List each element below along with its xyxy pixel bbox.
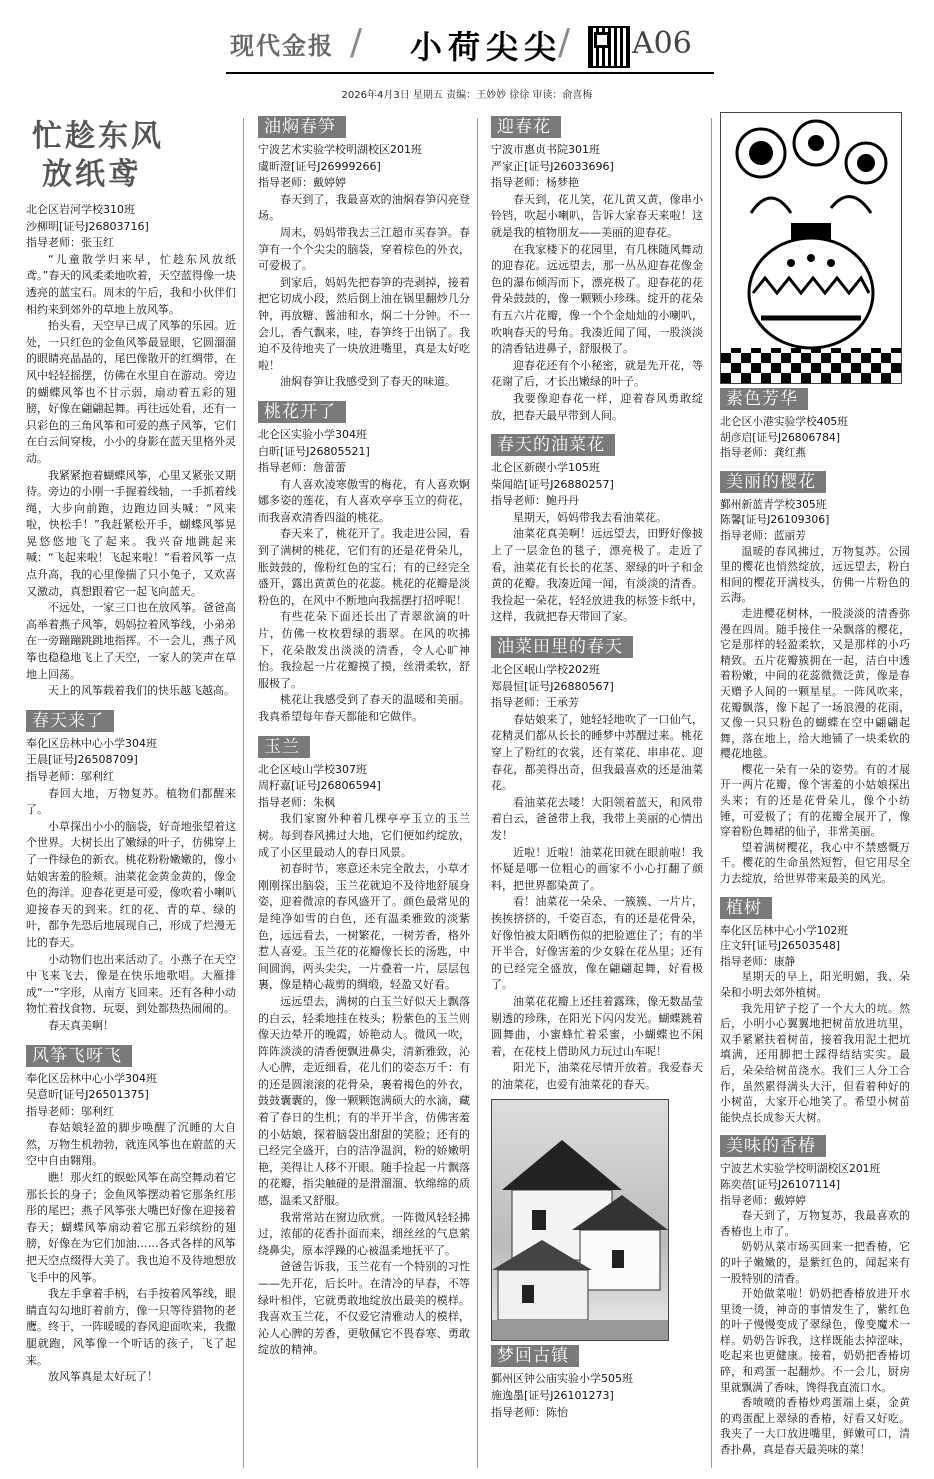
article-title: 植树 (720, 897, 772, 919)
author: 庄文轩[证号J26503548] (720, 939, 841, 953)
paragraph: 春姑娘轻盈的脚步唤醒了沉睡的大自然，万物生机勃勃，就连风筝也在蔚蓝的天空中自由翱翔。 (26, 1121, 236, 1168)
school: 鄞州区钟公庙实验小学505班 (491, 1372, 633, 1386)
vase-drawing (720, 112, 902, 384)
article-cherry-blossom (720, 467, 910, 887)
column-divider (243, 118, 244, 1468)
article-kite (26, 118, 236, 700)
teacher: 指导老师：杨梦艳 (491, 176, 579, 190)
artwork-ancient-town (491, 1099, 703, 1421)
column-divider (711, 118, 712, 1468)
school: 宁波艺术实验学校明湖校区201班 (720, 1162, 881, 1176)
masthead-rule (226, 72, 714, 74)
paragraph: 近啦！近啦！油菜花田就在眼前啦！我怀疑是哪一位粗心的画家不小心打翻了颜料，把世界都染黄了。 (491, 845, 703, 892)
teacher: 指导老师：王承芳 (491, 696, 579, 710)
article-peach-blossom (258, 397, 470, 726)
article-title: 风筝飞呀飞 (26, 1045, 132, 1067)
teacher: 指导老师：朱枫 (258, 795, 335, 809)
author: 虞昕澄[证号J26999266] (258, 159, 381, 173)
paragraph: 星期天，妈妈带我去看油菜花。 (513, 510, 667, 524)
page-number: A06 (632, 26, 692, 61)
article-title: 桃花开了 (258, 401, 346, 423)
author: 吴意昕[证号J26501375] (26, 1088, 149, 1102)
masthead-divider-2: / (558, 22, 571, 63)
dateline: 2026年4月3日 星期五 责编：王妙妙 徐徐 审读：俞喜梅 (341, 90, 593, 101)
author: 白昕[证号J26805521] (258, 444, 370, 458)
paragraph: 桃花让我感受到了春天的温暖和美丽。我真希望每年春天都能和它做伴。 (258, 693, 470, 723)
article-title: 玉兰 (258, 736, 310, 758)
paragraph: 我们家窗外种着几棵亭亭玉立的玉兰树。每到春风拂过大地，它们便如约绽放，成了小区里最动人的春日风景。 (258, 812, 470, 859)
article-magnolia (258, 732, 470, 1359)
author: 严家正[证号J26033696] (491, 159, 614, 173)
paragraph: 星期天的早上，阳光明媚，我、朵朵和小明去郊外植树。 (720, 970, 910, 999)
article-bamboo-shoots (258, 112, 470, 391)
masthead (0, 0, 934, 80)
paragraph: 樱花一朵有一朵的姿势。有的才展开一两片花瓣，像个害羞的小姑娘探出头来；有的还是花骨朵儿，像个小纺锤，可爱极了；有的花瓣全展开了，像穿着粉色舞裙的仙子，非常美丽。 (720, 762, 910, 839)
school: 北仑区新碶小学105班 (491, 461, 600, 475)
paragraph: 看油菜花去喽！大阳领着蓝天，和风带着白云，爸爸带上我，我带上美丽的心情出发！ (491, 795, 703, 842)
article-title: 美味的香椿 (720, 1135, 826, 1157)
author: 郑晨恒[证号J26880567] (491, 679, 614, 693)
column-2 (258, 112, 470, 1365)
school: 北仑区实验小学304班 (258, 427, 367, 441)
school: 宁波艺术实验学校明湖校区201班 (258, 143, 422, 156)
paragraph: 我先用铲子挖了一个大大的坑。然后，小明小心翼翼地把树苗放进坑里，双手紧紧扶着树苗，接着我用泥土把坑填满，还用脚把土踩得结结实实。最后，朵朵给树苗浇水。我们三人分工合作，虽然累得满头大汗，但看着种好的小树苗，大家开心地笑了。希望小树苗能快点长成参天大树。 (720, 1001, 910, 1124)
paragraph: 在我家楼下的花园里，有几株随风舞动的迎春花。远远望去，那一丛丛迎春花像金色的瀑布倾泻而下，漂亮极了。迎春花的花骨朵鼓鼓的，像一颗颗小珍珠。绽开的花朵有五六片花瓣，像一个个金灿灿的小喇叭，吹响春天的号角。我凑近闻了闻，一股淡淡的清香钻进鼻子，舒服极了。 (491, 242, 703, 356)
paragraph: 迎春花还有个小秘密，就是先开花，等花谢了后，才长出嫩绿的叶子。 (491, 358, 703, 389)
paragraph: 天上的风筝载着我们的快乐越飞越高。 (48, 684, 235, 698)
section-title: 小荷尖尖 (410, 28, 563, 66)
author: 周籽嘉[证号J26806594] (258, 779, 381, 793)
title-line-2: 放纸鸢 (42, 157, 141, 192)
author: 陈奕蓓[证号J26107114] (720, 1177, 841, 1191)
teacher: 指导老师：詹蕾蕾 (258, 461, 346, 475)
school: 北仑区岐山学校307班 (258, 762, 367, 776)
teacher: 指导老师：鲍丹丹 (491, 494, 579, 508)
paragraph: 我左手拿着手柄，右手按着风筝线，眼睛直勾勾地盯着前方，像一只等待猎物的老鹰。终于，一阵暖暖的春风迎面吹来，我撒腿就跑，风筝像一个听话的孩子，飞了起来。 (26, 1287, 236, 1367)
author: 施逸墨[证号J26101273] (491, 1389, 614, 1403)
school: 奉化区岳林中心小学304班 (26, 736, 157, 750)
article-kites-fly (26, 1041, 236, 1386)
paragraph: 我常常站在窗边欣赏。一阵微风轻轻拂过，浓郁的花香扑面而来，细丝丝的气息萦绕鼻尖，原本浮躁的心被温柔地抚平了。 (258, 1210, 470, 1257)
school: 北仑区小港实验学校405班 (720, 415, 849, 428)
school: 北仑区岷山学校202班 (491, 663, 600, 677)
article-tree-planting (720, 893, 910, 1126)
article-rapeseed (491, 430, 703, 626)
paragraph: 瞧！那火红的蜈蚣风筝在高空舞动着它那长长的身子；金鱼风筝摆动着它那条红彤彤的尾巴；燕子风筝张大嘴巴好像在迎接着春天；蝴蝶风筝扇动着它那五彩缤纷的翅膀，好像在为它们加油……各式各样的风筝把天空点缀得大美了。我也迫不及待地想放飞手中的风筝。 (26, 1171, 236, 1284)
paragraph: “儿童散学归来早，忙趁东风放纸鸢。”春天的风柔柔地吹着，天空蓝得像一块透亮的蓝宝石。周末的午后，我和小伙伴们相约来到郊外的草地上放风筝。 (26, 252, 236, 316)
paragraph: 香喷喷的香椿炒鸡蛋端上桌，金黄的鸡蛋配上翠绿的香椿，好看又好吃。我夹了一大口放进嘴里，鲜嫩可口，清香扑鼻，真是春天最美味的菜！ (720, 1396, 910, 1457)
article-title: 美丽的樱花 (720, 471, 826, 493)
author: 王晨[证号J26508709] (26, 753, 138, 767)
article-title: 春天来了 (26, 710, 114, 732)
paragraph: 油菜花真美啊！远远望去，田野好像披上了一层金色的毯子，漂亮极了。走近了看，油菜花有长长的花茎、翠绿的叶子和金黄的花瓣。我凑近闻一闻，有淡淡的清香。我捡起一朵花，轻轻放进我的标签卡纸中，这样，我就把春天带回了家。 (491, 527, 703, 624)
school: 北仑区岩河学校310班 (26, 203, 135, 216)
paragraph: 抬头看，天空早已成了风筝的乐园。近处，一只红色的金鱼风筝最显眼，它圆溜溜的眼睛亮晶晶的，尾巴像散开的红绸带，在风中轻轻摇摆，仿佛在水里自在游动。旁边的蝴蝶风筝也不甘示弱，扇动着五彩的翅膀，好像在翩翩起舞。再往远处看，还有一只彩色的三角风筝和可爱的燕子风筝，它们在白云间穿梭，小小的身影在蓝天里格外灵动。 (26, 319, 236, 465)
paragraph: 春回大地，万物复苏。植物们都醒来了。 (26, 786, 236, 817)
article-title: 春天的油菜花 (491, 434, 615, 456)
teacher: 指导老师：龚红燕 (720, 446, 807, 460)
column-3 (491, 112, 703, 1427)
article-title: 油菜田里的春天 (491, 636, 633, 658)
school: 奉化区岳林中心小学102班 (720, 923, 849, 937)
author: 沙柳明[证号J26803716] (26, 219, 149, 233)
paragraph: 油焖春笋让我感受到了春天的味道。 (280, 375, 456, 389)
article-winter-jasmine (491, 112, 703, 424)
paragraph: 开始做菜啦！奶奶把香椿放进开水里烫一烫，神奇的事情发生了，紫红色的叶子慢慢变成了翠绿色，像变魔术一样。奶奶告诉我，这样既能去掉涩味，吃起来也更健康。接着，奶奶把香椿切碎，和鸡蛋一起翻炒。不一会儿，厨房里就飘满了香味，馋得我直流口水。 (720, 1287, 910, 1394)
school: 鄞州新蓝青学校305班 (720, 497, 827, 511)
paragraph: 春天到了，我最喜欢的油焖春笋闪亮登场。 (258, 192, 470, 223)
masthead-divider: / (350, 22, 363, 63)
article-title: 梦回古镇 (491, 1345, 579, 1367)
paragraph: 春天真美啊！ (48, 1018, 114, 1032)
paragraph: 小草探出小小的脑袋，好奇地张望着这个世界。大树长出了嫩绿的叶子，仿佛穿上了一件绿色的新衣。桃花粉粉嫩嫩的，像小姑娘害羞的脸颊。油菜花金黄金黄的，像金色的海洋。迎春花更是可爱，像吹着小喇叭迎接春天的到来。红的花、青的草、绿的叶，都争先恐后地展现自己，形成了烂漫无比的春天。 (26, 819, 236, 949)
column-4 (720, 112, 910, 1464)
paragraph: 春天到，花儿笑，花儿黄又黄，像串小铃铛，吹起小喇叭，告诉大家春天来啦！这就是我的植物朋友——美丽的迎春花。 (491, 192, 703, 239)
paragraph: 阳光下，油菜花尽情开放着。我爱春天的油菜花，也爱有油菜花的春天。 (491, 1061, 703, 1091)
paragraph: 春天来了，桃花开了。我走进公园，看到了满树的桃花，它们有的还是花骨朵儿，胀鼓鼓的，像粉红色的宝石；有的已经完全盛开，露出黄黄色的花蕊。桃花的花瓣是淡粉色的，在风中不断地向我摇摆打招呼呢！ (258, 527, 470, 607)
paragraph: 放风筝真是太好玩了！ (48, 1370, 158, 1384)
teacher: 指导老师：陈怡 (491, 1405, 568, 1419)
paragraph: 春天到了，万物复苏，我最喜欢的香椿也上市了。 (720, 1209, 910, 1238)
paragraph: 油菜花花瓣上还挂着露珠，像无数晶莹剔透的珍珠，在阳光下闪闪发光。蝴蝶跳着圆舞曲，小蜜蜂忙着采蜜，小蝴蝶也不闲着，在花枝上借助风力玩过山车呢！ (491, 994, 703, 1058)
teacher: 指导老师：康静 (720, 954, 796, 968)
teacher: 指导老师：戴婷婷 (258, 176, 346, 190)
school: 宁波市惠贞书院301班 (491, 143, 600, 156)
paragraph: 奶奶从菜市场买回来一把香椿，它的叶子嫩嫩的，是紫红色的，闻起来有一股特别的清香。 (720, 1240, 910, 1285)
paragraph: 不远处，一家三口也在放风筝。爸爸高高举着燕子风筝，妈妈拉着风筝线，小弟弟在一旁蹦蹦跳跳地指挥。不一会儿，燕子风筝也稳稳地飞上了天空，一家人的笑声在草地上回荡。 (26, 601, 236, 681)
paragraph: 有人喜欢凌寒傲雪的梅花，有人喜欢婀娜多姿的莲花，有人喜欢亭亭玉立的荷花，而我喜欢清香四溢的桃花。 (258, 477, 470, 524)
ancient-town-drawing (492, 1100, 668, 1340)
title-line-1: 忙趁东风 (32, 119, 164, 154)
paragraph: 爸爸告诉我，玉兰花有一个特别的习性——先开花，后长叶。在清冷的早春，不等绿叶相伴，它就勇敢地绽放出最美的模样。我喜欢玉兰花，不仅爱它清雅动人的模样，沁人心脾的芳香，更敬佩它不畏春寒、勇敢绽放的精神。 (258, 1260, 470, 1357)
column-divider (477, 118, 478, 1468)
teacher: 指导老师：邬利红 (26, 770, 114, 783)
paragraph: 望着满树樱花，我心中不禁感慨万千。樱花的生命虽然短暂，但它用尽全力去绽放，给世界带来最美的风光。 (720, 840, 910, 886)
teacher: 指导老师：邬利红 (26, 1104, 114, 1118)
article-title (32, 118, 236, 194)
publication-name: 现代金报 (230, 32, 334, 60)
author: 柴闻皓[证号J26880257] (491, 477, 614, 491)
paragraph: 远远望去，满树的白玉兰好似天上飘落的白云，轻柔地挂在枝头；粉紫色的玉兰则像天边晕开的晚霞，娇艳动人。微风一吹，阵阵淡淡的清香便飘进鼻尖，清新雅致，沁人心脾，走近细看，花儿们的姿态万千：有的还是圆滚滚的花骨朵，裹着褐色的外衣，鼓鼓囊囊的，像一颗颗饱满硕大的水滴，藏着了春日的生机；有的半开半含，仿佛害羞的小姑娘，探着脑袋出甜甜的笑脸；还有的已经完全盛开，白的洁净温润，粉的娇嫩明艳，美得让人移不开眼。随手捡起一片飘落的花瓣，指尖触碰的是滑溜溜、软绵绵的质感，温柔又舒服。 (258, 994, 470, 1208)
article-title: 素色芳华 (720, 388, 808, 410)
paragraph: 我紧紧抱着蝴蝶风筝，心里又紧张又期待。旁边的小刚一手握着线轴，一手抓着线绳，大步向前跑，边跑边回头喊：“风来啦，快松手！”我赶紧松开手，蝴蝶风筝晃晃悠悠地飞了起来。我兴奋地跳起来喊：“飞起来啦！飞起来啦！”看着风筝一点点升高，我的心里像揣了只小兔子，又欢喜又激动，真想跟着它一起飞向蓝天。 (26, 468, 236, 598)
article-toona (720, 1131, 910, 1457)
article-title: 油焖春笋 (258, 116, 346, 138)
teacher: 指导老师：戴婷婷 (720, 1193, 807, 1207)
paragraph: 看！油菜花一朵朵、一簇簇、一片片，挨挨挤挤的，千姿百态，有的还是花骨朵，好像怕被太阳晒伤似的把脸遮住了；有的半开半合，好像害羞的少女躲在花丛里；还有的已经完全盛放，像在翩翩起舞，好看极了。 (491, 895, 703, 992)
paragraph: 周末，妈妈带我去三江超市买春笋。春笋有一个个尖尖的脑袋，穿着棕色的外衣，可爱极了。 (258, 225, 470, 273)
vase-flowers-drawing (721, 113, 901, 383)
school: 奉化区岳林中心小学304班 (26, 1071, 157, 1085)
article-title: 迎春花 (491, 116, 561, 138)
author: 陈馨[证号J26109306] (720, 513, 830, 527)
paragraph: 到家后，妈妈先把春笋的壳剥掉，接着把它切成小段，然后倒上油在锅里翻炒几分钟，再放糖、酱油和水，焖二十分钟。不一会儿，香气飘来，哇，春笋终于出锅了。我迫不及待地夹了一块放进嘴里，真是太好吃啦！ (258, 275, 470, 372)
article-spring-came (26, 706, 236, 1035)
paragraph: 我要像迎春花一样，迎着春风勇敢绽放，把春天最早带到人间。 (491, 391, 703, 422)
paragraph: 有些花朵下面还长出了青翠欲滴的叶片，仿佛一枚枚碧绿的翡翠。在风的吹拂下，花朵散发出淡淡的清香，令人心旷神怡。我捡起一片花瓣摸了摸，丝滑柔软，舒服极了。 (258, 610, 470, 690)
teacher: 指导老师：蓝丽芳 (720, 528, 807, 542)
artwork-vase (720, 112, 910, 461)
qr-code-icon (588, 26, 630, 68)
paragraph: 走进樱花树林，一股淡淡的清香弥漫在四周。随手接住一朵飘落的樱花，它是那样的轻盈柔软，又是那样的小巧精致。五片花瓣簇拥在一起，洁白中透着粉嫩，中间的花蕊微微泛黄，像是春天赠予人间的一颗星星。一阵风吹来，花瓣飘落，像下起了一场浪漫的花雨，又像一只只粉色的蝴蝶在空中翩翩起舞，落在地上，给大地铺了一块柔软的樱花地毯。 (720, 606, 910, 761)
paragraph: 小动物们也出来活动了。小燕子在天空中飞来飞去，像是在快乐地歌唱。大雁排成“一”字形，从南方飞回来。还有各种小动物忙着找食物、玩耍，到处都热热闹闹的。 (26, 952, 236, 1016)
column-1 (26, 112, 236, 1392)
ancient-town-painting (491, 1099, 669, 1341)
author: 胡彦启[证号J26806784] (720, 430, 841, 444)
paragraph: 春姑娘来了，她轻轻地吹了一口仙气，花精灵们都从长长的睡梦中苏醒过来。桃花穿上了粉红的衣裳，还有菜花、串串花、迎春花，都美得出奇，但我最喜欢的还是油菜花。 (491, 712, 703, 793)
article-rapeseed-field (491, 632, 703, 1093)
paragraph: 初春时节，寒意还未完全散去，小草才刚刚探出脑袋，玉兰花就迫不及待地舒展身姿，迎着微凉的春风盛开了。颜色最常见的是纯净如雪的白色，还有温柔雅致的淡紫色，远远看去，一树繁花，一树芳香，格外惹人喜爱。玉兰花的花瓣像长长的汤匙，中间圆润，两头尖尖，一片叠着一片，层层包裹，像是精心裁剪的绸缎，轻盈又好看。 (258, 862, 470, 992)
teacher: 指导老师：张玉红 (26, 236, 114, 250)
paragraph: 温暖的春风拂过，万物复苏。公园里的樱花也悄然绽放，远远望去，粉白相间的樱花开满枝头，仿佛一片粉色的云海。 (720, 544, 910, 605)
